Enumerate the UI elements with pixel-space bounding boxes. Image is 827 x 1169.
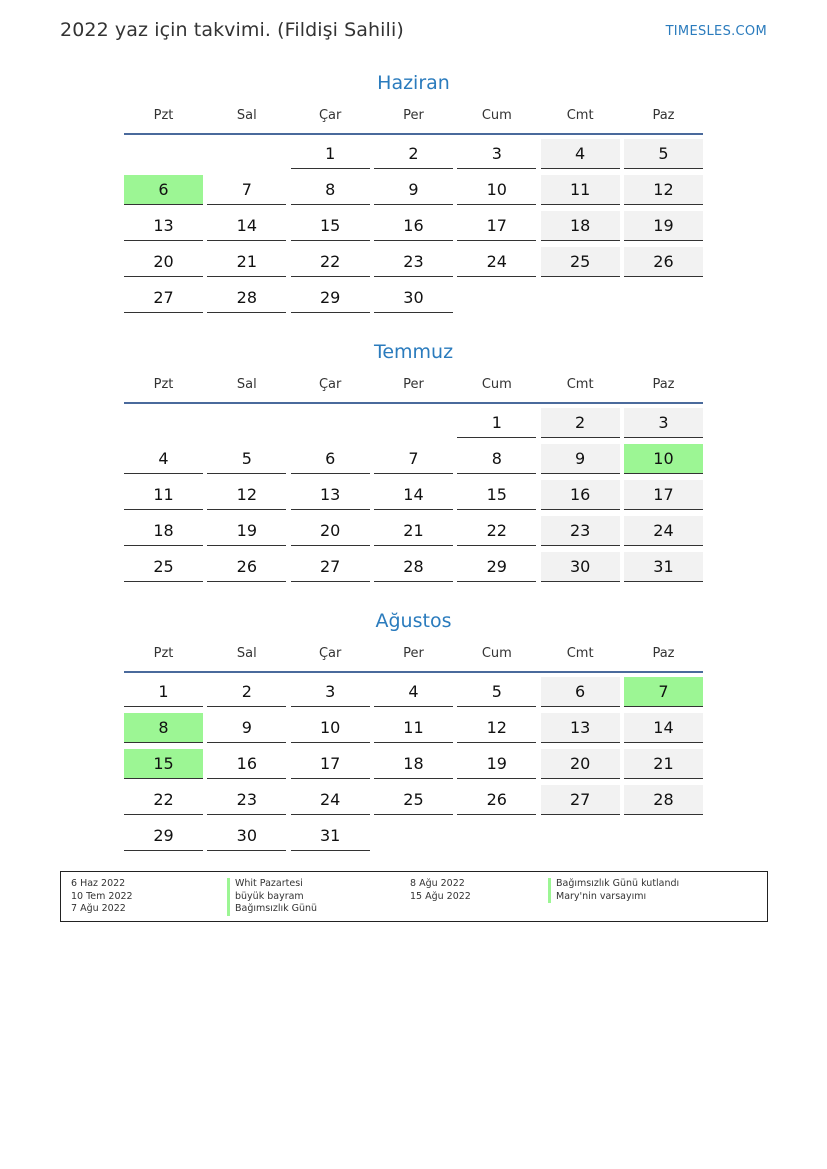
day-cell: 1 <box>457 408 536 438</box>
day-cell: 17 <box>291 749 370 779</box>
day-cell: 26 <box>624 247 703 277</box>
empty-day-cell <box>457 821 536 851</box>
holiday-day-cell: 6 <box>124 175 203 205</box>
legend-dates-left <box>71 878 133 916</box>
day-cell: 25 <box>374 785 453 815</box>
legend-holiday-name: Mary'nin varsayımı <box>548 891 679 904</box>
day-cell: 9 <box>541 444 620 474</box>
weekday-label: Çar <box>318 377 342 392</box>
week-row <box>124 785 703 815</box>
day-cell: 24 <box>291 785 370 815</box>
header-divider <box>124 133 703 135</box>
day-cell: 11 <box>541 175 620 205</box>
legend-date: 6 Haz 2022 <box>71 878 126 889</box>
month-calendar <box>124 70 703 319</box>
header-divider <box>124 402 703 404</box>
day-cell: 13 <box>124 211 203 241</box>
weekday-label: Cmt <box>566 646 594 661</box>
month-title: Haziran <box>377 72 450 94</box>
day-cell: 21 <box>374 516 453 546</box>
empty-day-cell <box>457 283 536 313</box>
day-cell: 19 <box>624 211 703 241</box>
day-cell: 28 <box>374 552 453 582</box>
page-title: 2022 yaz için takvimi. (Fildişi Sahili) <box>60 19 404 41</box>
empty-day-cell <box>124 408 203 438</box>
day-cell: 22 <box>124 785 203 815</box>
week-row <box>124 821 703 851</box>
weekday-label: Sal <box>236 108 257 123</box>
empty-day-cell <box>541 283 620 313</box>
day-cell: 7 <box>374 444 453 474</box>
week-row <box>124 247 703 277</box>
legend-date: 7 Ağu 2022 <box>71 903 126 914</box>
day-cell: 30 <box>374 283 453 313</box>
day-cell: 2 <box>374 139 453 169</box>
day-cell: 19 <box>457 749 536 779</box>
weekday-label: Per <box>403 377 424 392</box>
empty-day-cell <box>207 408 286 438</box>
brand-link[interactable]: TIMESLES.COM <box>665 24 767 39</box>
weekday-label: Per <box>403 108 424 123</box>
week-row <box>124 444 703 474</box>
day-cell: 5 <box>457 677 536 707</box>
empty-day-cell <box>207 139 286 169</box>
month-title: Ağustos <box>375 610 452 632</box>
week-row <box>124 713 703 743</box>
day-cell: 20 <box>541 749 620 779</box>
empty-day-cell <box>291 408 370 438</box>
week-row <box>124 211 703 241</box>
legend-holiday-name: büyük bayram <box>227 891 317 904</box>
empty-day-cell <box>374 408 453 438</box>
weekday-label: Cum <box>481 646 512 661</box>
day-cell: 30 <box>207 821 286 851</box>
weekday-label: Sal <box>236 377 257 392</box>
legend-holiday-name: Whit Pazartesi <box>227 878 317 891</box>
day-cell: 21 <box>624 749 703 779</box>
day-cell: 24 <box>624 516 703 546</box>
day-cell: 23 <box>541 516 620 546</box>
day-cell: 19 <box>207 516 286 546</box>
weekday-label: Paz <box>652 108 675 123</box>
week-row <box>124 480 703 510</box>
week-row <box>124 552 703 582</box>
weeks-grid <box>124 139 703 313</box>
legend-date: 10 Tem 2022 <box>71 890 133 902</box>
empty-day-cell <box>624 821 703 851</box>
weekday-header <box>124 375 703 395</box>
day-cell: 1 <box>291 139 370 169</box>
weekday-label: Cum <box>481 377 512 392</box>
holiday-day-cell: 15 <box>124 749 203 779</box>
week-row <box>124 677 703 707</box>
day-cell: 3 <box>291 677 370 707</box>
day-cell: 18 <box>124 516 203 546</box>
holiday-day-cell: 10 <box>624 444 703 474</box>
legend-holiday-name: Bağımsızlık Günü kutlandı <box>548 878 679 891</box>
day-cell: 3 <box>457 139 536 169</box>
day-cell: 8 <box>291 175 370 205</box>
weekday-label: Çar <box>318 646 342 661</box>
week-row <box>124 408 703 438</box>
weekday-label: Pzt <box>153 108 174 123</box>
day-cell: 27 <box>541 785 620 815</box>
day-cell: 21 <box>207 247 286 277</box>
weekday-label: Cmt <box>566 377 594 392</box>
legend-date: 15 Ağu 2022 <box>410 890 471 902</box>
day-cell: 31 <box>291 821 370 851</box>
day-cell: 25 <box>124 552 203 582</box>
day-cell: 16 <box>207 749 286 779</box>
day-cell: 15 <box>457 480 536 510</box>
legend-date: 8 Ağu 2022 <box>410 878 465 889</box>
day-cell: 9 <box>207 713 286 743</box>
day-cell: 4 <box>374 677 453 707</box>
legend-dates-right <box>410 878 471 903</box>
day-cell: 14 <box>374 480 453 510</box>
day-cell: 10 <box>291 713 370 743</box>
week-row <box>124 749 703 779</box>
day-cell: 26 <box>207 552 286 582</box>
holiday-day-cell: 8 <box>124 713 203 743</box>
day-cell: 8 <box>457 444 536 474</box>
day-cell: 24 <box>457 247 536 277</box>
day-cell: 13 <box>541 713 620 743</box>
day-cell: 6 <box>291 444 370 474</box>
day-cell: 10 <box>457 175 536 205</box>
day-cell: 6 <box>541 677 620 707</box>
day-cell: 14 <box>624 713 703 743</box>
day-cell: 20 <box>124 247 203 277</box>
day-cell: 13 <box>291 480 370 510</box>
day-cell: 18 <box>374 749 453 779</box>
day-cell: 26 <box>457 785 536 815</box>
week-row <box>124 516 703 546</box>
month-title: Temmuz <box>373 341 454 363</box>
weekday-label: Paz <box>652 377 675 392</box>
weekday-label: Cmt <box>566 108 594 123</box>
day-cell: 22 <box>291 247 370 277</box>
day-cell: 16 <box>374 211 453 241</box>
day-cell: 5 <box>624 139 703 169</box>
day-cell: 30 <box>541 552 620 582</box>
day-cell: 27 <box>124 283 203 313</box>
day-cell: 17 <box>624 480 703 510</box>
week-row <box>124 283 703 313</box>
month-calendar <box>124 608 703 857</box>
day-cell: 28 <box>207 283 286 313</box>
day-cell: 29 <box>124 821 203 851</box>
weeks-grid <box>124 408 703 582</box>
empty-day-cell <box>374 821 453 851</box>
weekday-header <box>124 106 703 126</box>
day-cell: 29 <box>457 552 536 582</box>
day-cell: 27 <box>291 552 370 582</box>
weekday-label: Pzt <box>153 646 174 661</box>
day-cell: 20 <box>291 516 370 546</box>
weekday-header <box>124 644 703 664</box>
day-cell: 17 <box>457 211 536 241</box>
legend-names-right <box>548 878 679 903</box>
empty-day-cell <box>624 283 703 313</box>
day-cell: 11 <box>124 480 203 510</box>
day-cell: 16 <box>541 480 620 510</box>
day-cell: 9 <box>374 175 453 205</box>
week-row <box>124 139 703 169</box>
day-cell: 4 <box>124 444 203 474</box>
day-cell: 31 <box>624 552 703 582</box>
weekday-label: Per <box>403 646 424 661</box>
weeks-grid <box>124 677 703 851</box>
day-cell: 23 <box>207 785 286 815</box>
day-cell: 3 <box>624 408 703 438</box>
legend-names-left <box>227 878 317 916</box>
day-cell: 25 <box>541 247 620 277</box>
day-cell: 2 <box>207 677 286 707</box>
day-cell: 1 <box>124 677 203 707</box>
legend-holiday-name: Bağımsızlık Günü <box>227 903 317 916</box>
weekday-label: Çar <box>318 108 342 123</box>
day-cell: 15 <box>291 211 370 241</box>
day-cell: 23 <box>374 247 453 277</box>
holiday-legend <box>60 871 768 922</box>
holiday-day-cell: 7 <box>624 677 703 707</box>
empty-day-cell <box>541 821 620 851</box>
weekday-label: Cum <box>481 108 512 123</box>
day-cell: 4 <box>541 139 620 169</box>
day-cell: 12 <box>457 713 536 743</box>
day-cell: 5 <box>207 444 286 474</box>
day-cell: 14 <box>207 211 286 241</box>
day-cell: 29 <box>291 283 370 313</box>
empty-day-cell <box>124 139 203 169</box>
day-cell: 2 <box>541 408 620 438</box>
weekday-label: Pzt <box>153 377 174 392</box>
week-row <box>124 175 703 205</box>
day-cell: 12 <box>624 175 703 205</box>
day-cell: 11 <box>374 713 453 743</box>
day-cell: 28 <box>624 785 703 815</box>
day-cell: 7 <box>207 175 286 205</box>
header-divider <box>124 671 703 673</box>
weekday-label: Sal <box>236 646 257 661</box>
weekday-label: Paz <box>652 646 675 661</box>
day-cell: 18 <box>541 211 620 241</box>
day-cell: 12 <box>207 480 286 510</box>
month-calendar <box>124 339 703 588</box>
day-cell: 22 <box>457 516 536 546</box>
